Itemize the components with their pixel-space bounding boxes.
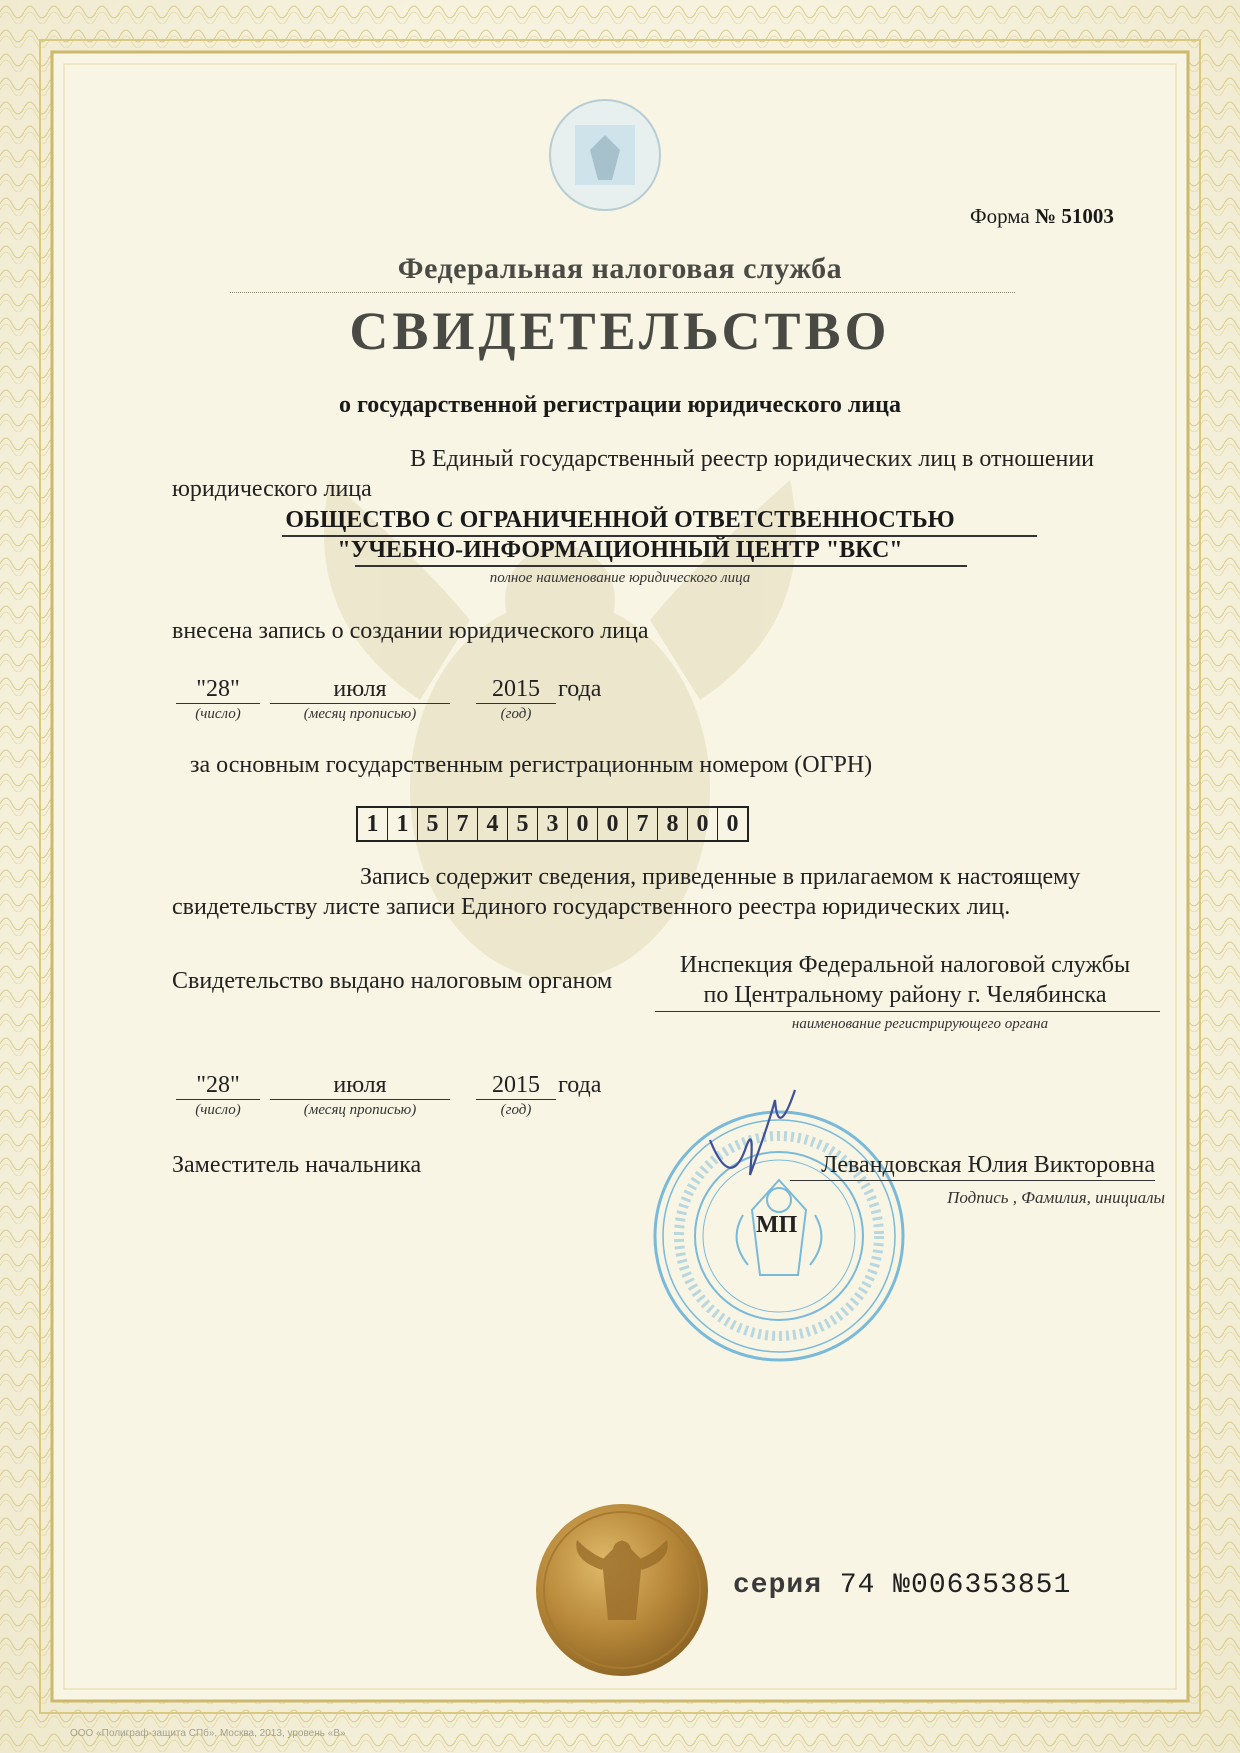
signature-line xyxy=(790,1180,1155,1181)
ogrn-number xyxy=(356,806,749,842)
date1-month-hint: (месяц прописью) xyxy=(303,706,417,722)
record-line-2: свидетельству листе записи Единого государственного реестра юридических лиц. xyxy=(172,894,1011,920)
ogrn-digit: 5 xyxy=(508,808,538,840)
date1-year-hint: (год) xyxy=(500,706,532,722)
date1-suffix: года xyxy=(558,676,602,702)
ogrn-digit: 4 xyxy=(478,808,508,840)
org-name-underline-2 xyxy=(355,565,967,567)
signature-hint: Подпись , Фамилия, инициалы xyxy=(947,1188,1165,1207)
printer-info: ООО «Полиграф-защита СПб», Москва, 2013, уровень «В» xyxy=(70,1728,346,1739)
serial-number-value: №006353851 xyxy=(893,1570,1072,1601)
serial-number xyxy=(733,1570,1071,1601)
ogrn-label: за основным государственным регистрационным номером (ОГРН) xyxy=(190,752,873,778)
ogrn-digit: 1 xyxy=(358,808,388,840)
ogrn-digit: 5 xyxy=(418,808,448,840)
form-number-value: № 51003 xyxy=(1035,204,1114,228)
serial-series: 74 xyxy=(839,1570,876,1601)
date1-month: июля xyxy=(333,676,387,702)
gold-seal xyxy=(532,1500,712,1680)
date2-year: 2015 xyxy=(492,1072,540,1098)
org-name-hint: полное наименование юридического лица xyxy=(489,570,751,586)
ogrn-digit: 8 xyxy=(658,808,688,840)
certificate-subtitle: о государственной регистрации юридического лица xyxy=(339,392,901,418)
ogrn-digit: 1 xyxy=(388,808,418,840)
entry-text: внесена запись о создании юридического лица xyxy=(172,618,649,644)
signer-name: Левандовская Юлия Викторовна xyxy=(821,1152,1155,1178)
date1-day-line xyxy=(176,703,260,704)
issuer-name-line-1: Инспекция Федеральной налоговой службы xyxy=(679,952,1131,978)
signer-position: Заместитель начальника xyxy=(172,1152,422,1178)
date2-day-hint: (число) xyxy=(195,1102,241,1118)
form-number xyxy=(970,204,1114,229)
ogrn-digit: 0 xyxy=(568,808,598,840)
hologram-emblem xyxy=(540,95,670,215)
certificate-title: СВИДЕТЕЛЬСТВО xyxy=(349,301,891,361)
ogrn-digit: 3 xyxy=(538,808,568,840)
record-line-1: Запись содержит сведения, приведенные в прилагаемом к настоящему xyxy=(360,864,1081,890)
ogrn-digit: 0 xyxy=(598,808,628,840)
date1-day-hint: (число) xyxy=(195,706,241,722)
date2-year-line xyxy=(476,1099,556,1100)
ogrn-digit: 7 xyxy=(628,808,658,840)
date2-day-line xyxy=(176,1099,260,1100)
date2-year-hint: (год) xyxy=(500,1102,532,1118)
date2-month-hint: (месяц прописью) xyxy=(303,1102,417,1118)
issuer-name-line-2: по Центральному району г. Челябинска xyxy=(703,982,1107,1008)
date1-year: 2015 xyxy=(492,676,540,702)
serial-label: серия xyxy=(733,1570,823,1601)
issuer-label: Свидетельство выдано налоговым органом xyxy=(172,968,613,994)
date1-year-line xyxy=(476,703,556,704)
ogrn-digit: 0 xyxy=(688,808,718,840)
issuer-hint: наименование регистрирующего органа xyxy=(791,1016,1049,1032)
form-label-text: Форма xyxy=(970,204,1030,228)
org-name-line-2: "УЧЕБНО-ИНФОРМАЦИОННЫЙ ЦЕНТР "ВКС" xyxy=(337,537,903,563)
agency-name: Федеральная налоговая служба xyxy=(397,252,843,285)
ogrn-digit: 7 xyxy=(448,808,478,840)
intro-line-1: В Единый государственный реестр юридических лиц в отношении xyxy=(410,446,1095,472)
handwritten-signature xyxy=(700,1080,810,1200)
mp-label: МП xyxy=(756,1212,798,1238)
date2-month: июля xyxy=(333,1072,387,1098)
date2-month-line xyxy=(270,1099,450,1100)
date1-day: "28" xyxy=(196,676,240,702)
org-name-line-1: ОБЩЕСТВО С ОГРАНИЧЕННОЙ ОТВЕТСТВЕННОСТЬЮ xyxy=(285,507,955,533)
ogrn-digit: 0 xyxy=(726,811,739,837)
intro-line-2: юридического лица xyxy=(172,476,372,502)
date1-month-line xyxy=(270,703,450,704)
date2-suffix: года xyxy=(558,1072,602,1098)
issuer-underline xyxy=(655,1011,1160,1012)
agency-divider xyxy=(230,292,1015,293)
date2-day: "28" xyxy=(196,1072,240,1098)
